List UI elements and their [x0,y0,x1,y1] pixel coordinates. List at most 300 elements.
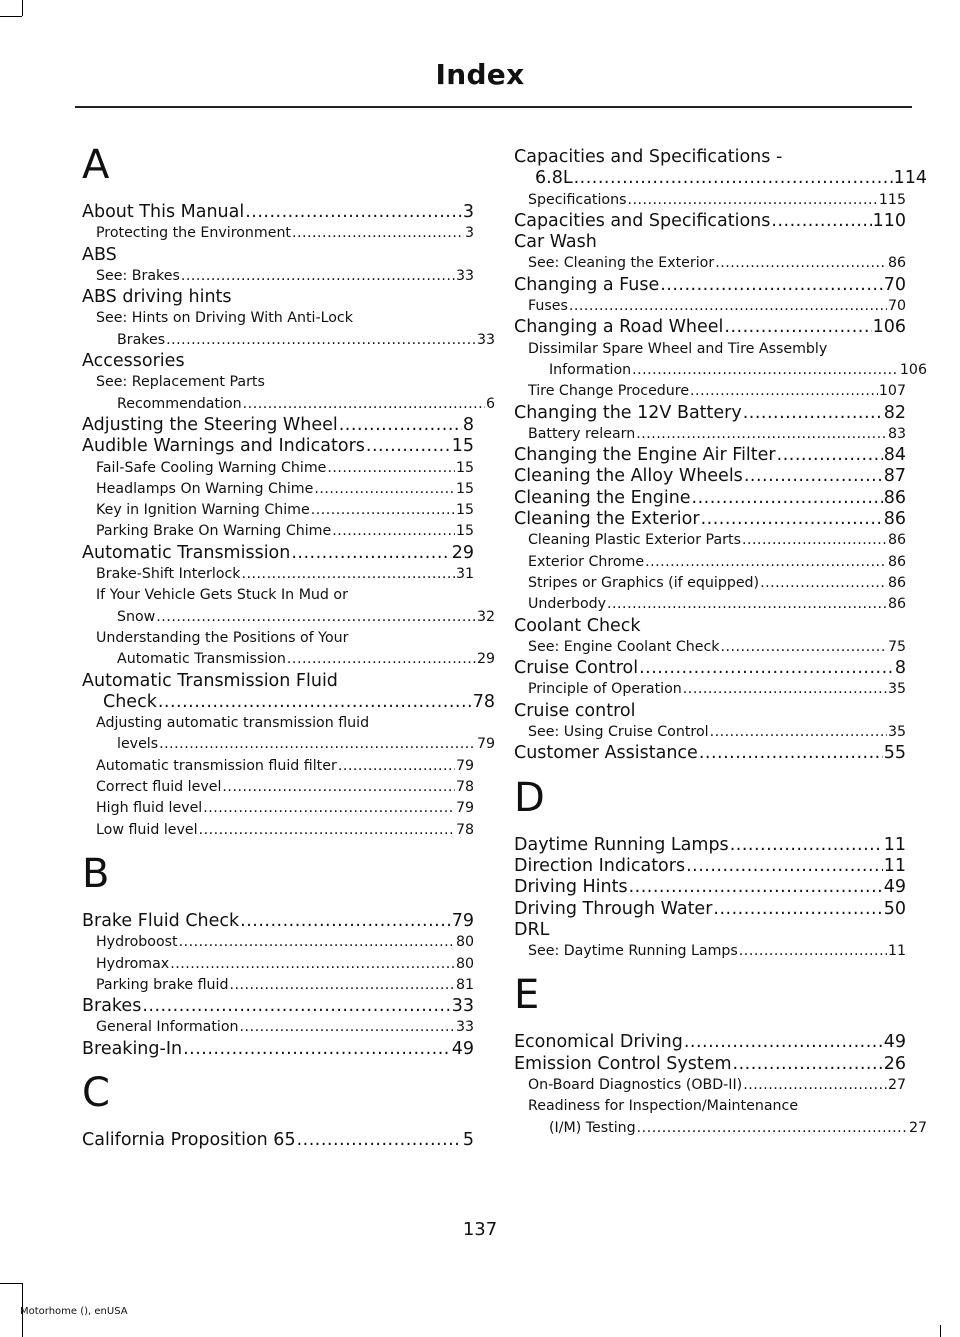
index-entry[interactable] [82,202,474,223]
index-subentry[interactable] [514,679,906,700]
index-entry[interactable] [82,245,474,266]
entry-line [96,564,474,585]
dot-leader [222,777,455,798]
index-subentry[interactable] [514,594,906,615]
entry-line [82,202,474,223]
index-column-right [514,147,927,1139]
entry-line [514,168,927,189]
entry-line [528,722,906,743]
entry-line [96,394,495,415]
page-ref[interactable]: 87 [883,466,906,487]
entry-text: Audible Warnings and Indicators [82,436,365,457]
page-ref[interactable]: 78 [472,691,495,712]
page-ref[interactable]: 50 [883,898,906,919]
entry-text: ABS driving hints [82,287,232,308]
entry-line [528,1118,927,1139]
page-ref[interactable]: 82 [883,402,906,423]
page-ref[interactable]: 86 [887,553,906,570]
index-entry[interactable] [514,275,906,296]
entry-text: Tire Change Procedure [528,383,690,400]
entry-text: Brakes [117,331,166,348]
section-letter: C [82,1069,110,1116]
dot-leader [199,820,455,841]
entry-text: Principle of Operation [528,681,682,698]
entry-text: Changing a Road Wheel [514,317,724,338]
dot-leader [311,500,455,521]
entry-text: Driving Hints [514,877,628,898]
entry-text: Fuses [528,298,568,315]
dot-leader [314,479,455,500]
entry-line [82,1130,474,1151]
index-subentry[interactable] [82,932,474,953]
entry-text: Capacities and Specifications [514,210,771,231]
index-column-left [82,140,495,1151]
index-subentry[interactable] [82,1017,474,1038]
entry-text: Daytime Running Lamps [514,834,729,855]
footer-text: Motorhome (), enUSA [20,1306,128,1317]
entry-line [514,211,906,232]
page-ref[interactable]: 86 [887,255,906,272]
page-ref[interactable]: 79 [476,736,495,753]
dot-leader [760,573,887,594]
entry-line [528,679,906,700]
page-ref[interactable]: 15 [455,523,474,540]
crop-mark-bottom-left [0,1283,22,1284]
index-entry[interactable] [514,899,906,920]
dot-leader [699,743,883,764]
dot-leader [686,856,883,877]
dot-leader [710,722,887,743]
page-ref[interactable]: 107 [878,383,906,400]
entry-text: Automatic Transmission [117,651,286,668]
page-ref[interactable]: 32 [476,608,495,625]
page-ref[interactable]: 70 [887,298,906,315]
entry-text: Cruise Control [514,658,639,679]
index-subentry[interactable] [514,381,906,402]
index-entry[interactable] [514,920,906,941]
dot-leader [744,466,883,487]
entry-text: Automatic transmission fluid filter [96,757,337,774]
index-entry[interactable] [82,415,474,436]
entry-text: Driving Through Water [514,898,713,919]
entry-line [514,403,906,424]
entry-line [96,1017,474,1038]
entry-text: See: Daytime Running Lamps [528,943,738,960]
page-ref[interactable]: 106 [872,317,906,338]
entry-line [528,941,906,962]
dot-leader [660,275,882,296]
dot-leader [739,941,887,962]
page-ref[interactable]: 80 [455,955,474,972]
dot-leader [692,488,883,509]
dot-leader [684,1032,883,1053]
index-entry[interactable] [82,436,474,457]
entry-text: Cleaning the Exterior [514,509,700,530]
dot-leader [159,734,476,755]
entry-text: Underbody [528,596,607,613]
entry-text: Automatic Transmission Fluid [82,670,338,691]
dot-leader [733,1054,883,1075]
index-subentry[interactable] [514,722,906,743]
entry-line [528,594,906,615]
entry-text: Coolant Check [514,615,641,636]
page-ref[interactable]: 84 [883,445,906,466]
entry-line [528,1075,906,1096]
entry-text: Cleaning the Alloy Wheels [514,466,743,487]
page-ref[interactable]: 3 [462,202,474,222]
index-entry[interactable] [514,856,906,877]
index-entry[interactable] [82,1130,474,1151]
entry-text: California Proposition 65 [82,1129,296,1150]
page-ref[interactable]: 83 [887,425,906,442]
dot-leader [179,932,455,953]
entry-line [514,488,906,509]
entry-text: See: Using Cruise Control [528,724,709,741]
entry-line [528,530,906,551]
page-ref[interactable]: 31 [455,566,474,583]
entry-line [514,275,906,296]
dot-leader [639,658,894,679]
section-letter: D [514,774,545,821]
entry-line [528,360,927,381]
index-entry[interactable] [82,351,474,372]
page-title: Index [435,58,525,91]
page-ref[interactable]: 79 [451,910,474,931]
page-ref[interactable]: 8 [462,414,474,435]
page-ref[interactable]: 49 [883,1032,906,1053]
page-ref[interactable]: 86 [883,487,906,508]
page-ref[interactable]: 27 [908,1119,927,1136]
index-entry[interactable] [514,701,906,722]
page-ref[interactable]: 11 [883,855,906,876]
page-ref[interactable]: 70 [883,274,906,295]
entry-text: Snow [117,608,156,625]
index-entry[interactable] [514,1032,906,1053]
entry-line [514,899,906,920]
index-subentry[interactable] [514,424,906,445]
index-subentry[interactable] [514,253,906,274]
index-subentry[interactable] [82,479,474,500]
index-subentry[interactable] [82,266,474,287]
page-ref[interactable]: 8 [894,658,906,679]
entry-line [96,266,474,287]
dot-leader [170,954,455,975]
entry-line [96,500,474,521]
index-entry[interactable] [514,658,906,679]
index-subentry[interactable] [514,941,906,962]
index-entry[interactable] [514,488,906,509]
section-letter: B [82,850,110,897]
crop-mark-top-left-vertical [22,0,23,16]
entry-text: Recommendation [117,395,242,412]
index-subentry[interactable] [82,564,474,585]
dot-leader [338,756,455,777]
entry-line [82,415,474,436]
index-entry[interactable] [82,543,474,564]
page-ref[interactable]: 11 [883,834,906,855]
page-ref[interactable]: 33 [451,996,474,1017]
entry-text: About This Manual [82,202,245,222]
index-subentry[interactable] [82,713,495,756]
index-subentry[interactable] [82,756,474,777]
index-subentry[interactable] [82,954,474,975]
dot-leader [627,190,877,211]
dot-leader [629,877,883,898]
entry-line [82,1039,474,1060]
page-ref[interactable]: 33 [455,267,474,284]
entry-line [528,381,906,402]
dot-leader [636,424,887,445]
entry-line [96,777,474,798]
page-ref[interactable]: 26 [883,1053,906,1074]
index-subentry[interactable] [514,637,906,658]
dot-leader [607,594,887,615]
index-entry[interactable] [514,232,906,253]
index-entry[interactable] [514,445,906,466]
dot-leader [166,330,476,351]
index-subentry[interactable] [82,223,474,244]
page-ref[interactable]: 86 [887,532,906,549]
entry-text: Adjusting automatic transmission fluid [96,715,370,732]
dot-leader [637,1118,908,1139]
entry-line [96,330,495,351]
entry-line [514,658,906,679]
dot-leader [158,692,472,713]
entry-text: (I/M) Testing [549,1119,636,1136]
dot-leader [142,996,450,1017]
index-entry[interactable] [514,743,906,764]
entry-text: Customer Assistance [514,743,698,764]
index-entry[interactable] [82,1039,474,1060]
entry-text: Readiness for Inspection/Maintenance [528,1098,799,1115]
entry-line [528,573,906,594]
index-subentry[interactable] [82,820,474,841]
dot-leader [742,530,887,551]
index-subentry[interactable] [82,458,474,479]
page-ref[interactable]: 114 [893,168,927,189]
entry-line [514,1032,906,1053]
page-ref[interactable]: 6 [485,395,495,412]
dot-leader [229,975,454,996]
page-ref[interactable]: 106 [899,361,927,378]
index-subentry[interactable] [514,339,927,382]
entry-line [96,521,474,542]
entry-text: Key in Ignition Warning Chime [96,502,310,519]
page-ref[interactable]: 86 [887,596,906,613]
page-ref[interactable]: 49 [883,877,906,898]
page-ref[interactable]: 33 [476,331,495,348]
index-entry[interactable] [514,466,906,487]
entry-text: Battery relearn [528,425,636,442]
page-ref[interactable]: 75 [887,638,906,655]
entry-text: Changing the Engine Air Filter [514,445,776,466]
entry-line [528,190,906,211]
entry-text: Information [549,361,632,378]
index-entry[interactable] [82,996,474,1017]
entry-text: See: Brakes [96,267,180,284]
entry-text: Correct fluid level [96,779,222,796]
entry-text: Cleaning the Engine [514,487,691,508]
dot-leader [243,394,485,415]
dot-leader [297,1130,462,1151]
entry-text: Breaking-In [82,1038,183,1059]
entry-line [96,607,495,628]
page-ref[interactable]: 11 [887,943,906,960]
entry-line [96,798,474,819]
section-letter: A [82,142,110,188]
index-subentry[interactable] [514,552,906,573]
page-ref[interactable]: 35 [887,681,906,698]
entry-text: Dissimilar Spare Wheel and Tire Assembly [528,340,828,357]
entry-line [96,479,474,500]
entry-line [514,509,906,530]
entry-text: General Information [96,1019,239,1036]
entry-line [96,458,474,479]
entry-text: Exterior Chrome [528,553,645,570]
index-entry[interactable] [514,403,906,424]
index-entry[interactable] [514,877,906,898]
page-ref[interactable]: 29 [476,651,495,668]
dot-leader [240,1017,455,1038]
entry-text: Direction Indicators [514,855,686,876]
dot-leader [339,415,462,436]
page-number: 137 [462,1219,498,1240]
entry-text: Low fluid level [96,821,198,838]
index-subentry[interactable] [82,628,495,671]
index-subentry[interactable] [514,530,906,551]
page-ref[interactable]: 86 [883,509,906,530]
index-entry[interactable] [514,1054,906,1075]
dot-leader [287,649,476,670]
entry-text: Brakes [82,996,142,1017]
entry-line [514,445,906,466]
entry-text: Adjusting the Steering Wheel [82,414,338,435]
entry-text: 6.8L [535,168,573,189]
crop-mark-bottom-right [940,1325,941,1337]
index-subentry[interactable] [82,372,495,415]
page-ref[interactable]: 15 [455,459,474,476]
page-ref[interactable]: 15 [455,480,474,497]
entry-line [514,743,906,764]
index-subentry[interactable] [514,573,906,594]
entry-line [96,756,474,777]
page-ref[interactable]: 80 [455,934,474,951]
dot-leader [366,436,451,457]
index-entry[interactable] [82,670,495,714]
index-subentry[interactable] [82,975,474,996]
page-ref[interactable]: 49 [451,1038,474,1059]
page-ref[interactable]: 78 [455,821,474,838]
page-ref[interactable]: 79 [455,800,474,817]
page-ref[interactable]: 55 [883,743,906,764]
entry-text: High fluid level [96,800,203,817]
entry-text: DRL [514,919,550,940]
page-ref[interactable]: 29 [451,542,474,563]
entry-text: Fail-Safe Cooling Warning Chime [96,459,327,476]
dot-leader [715,253,887,274]
entry-line [96,734,495,755]
index-entry[interactable] [514,317,906,338]
index-entry[interactable] [514,835,906,856]
page-ref[interactable]: 15 [455,502,474,519]
page-ref[interactable]: 35 [887,724,906,741]
index-subentry[interactable] [82,521,474,542]
index-entry[interactable] [82,287,474,308]
header-divider [75,106,912,108]
entry-line [82,996,474,1017]
page-ref[interactable]: 15 [451,436,474,457]
index-subentry[interactable] [514,1096,927,1139]
entry-line [96,932,474,953]
index-entry[interactable] [514,147,927,190]
dot-leader [245,202,462,223]
index-entry[interactable] [514,616,906,637]
entry-line [82,911,474,932]
entry-text: Cruise control [514,700,636,721]
entry-text: Hydromax [96,955,170,972]
entry-text: On-Board Diagnostics (OBD-II) [528,1076,743,1093]
entry-line [514,466,906,487]
entry-text: Automatic Transmission [82,542,291,563]
index-subentry[interactable] [82,308,495,351]
index-subentry[interactable] [82,798,474,819]
page-ref[interactable]: 5 [462,1129,474,1150]
index-entry[interactable] [82,911,474,932]
entry-line [82,543,474,564]
index-subentry[interactable] [514,296,906,317]
dot-leader [724,317,871,338]
entry-text: Accessories [82,351,185,372]
entry-line [528,637,906,658]
dot-leader [156,607,476,628]
index-subentry[interactable] [82,500,474,521]
page-ref[interactable]: 79 [455,757,474,774]
page-ref[interactable]: 115 [878,191,906,208]
entry-line [96,223,474,244]
page-ref[interactable]: 33 [455,1019,474,1036]
page-ref[interactable]: 110 [872,210,906,231]
entry-text: If Your Vehicle Gets Stuck In Mud or [96,587,348,604]
entry-text: Capacities and Specifications - [514,147,783,167]
entry-text: Changing the 12V Battery [514,402,742,423]
dot-leader [569,296,887,317]
entry-line [514,1054,906,1075]
page-ref[interactable]: 3 [464,225,474,242]
entry-text: Brake Fluid Check [82,910,240,931]
entry-text: Hydroboost [96,934,178,951]
entry-line [514,856,906,877]
index-entry[interactable] [514,509,906,530]
index-subentry[interactable] [82,585,495,628]
crop-mark-top-left [0,16,22,17]
index-subentry[interactable] [514,1075,906,1096]
entry-line [514,877,906,898]
page-ref[interactable]: 78 [455,779,474,796]
index-subentry[interactable] [514,190,906,211]
page-ref[interactable]: 86 [887,574,906,591]
index-entry[interactable] [514,211,906,232]
dot-leader [203,798,455,819]
entry-text: See: Cleaning the Exterior [528,255,715,272]
index-subentry[interactable] [82,777,474,798]
section-letter: E [514,972,540,1019]
page-ref[interactable]: 27 [887,1076,906,1093]
entry-text: Stripes or Graphics (if equipped) [528,574,760,591]
dot-leader [632,360,899,381]
page-ref[interactable]: 81 [455,976,474,993]
dot-leader [645,552,887,573]
entry-line [528,253,906,274]
